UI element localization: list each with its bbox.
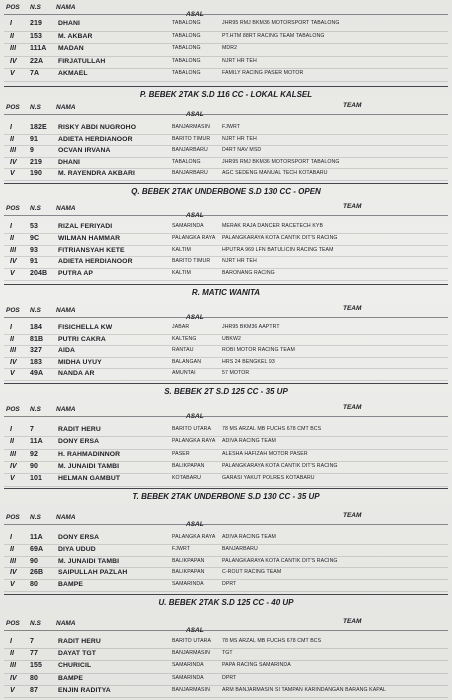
rider-name-cell: M. AKBAR [58,32,93,40]
header-pos: POS [6,406,20,413]
team-cell: PAPA RACING SAMARINDA [222,662,291,669]
number-cell: 26B [30,569,44,577]
position-cell: II [10,650,15,658]
origin-cell: TABALONG [172,32,201,39]
number-cell: 9 [30,147,34,154]
position-cell: I [10,324,13,331]
rider-name-cell: CHURICIL [58,662,92,670]
rider-name-cell: FITRIANSYAH KETE [58,246,125,254]
header-pos: POS [6,205,20,212]
number-cell: 90 [30,557,38,565]
number-cell: 90 [30,462,38,470]
row-rule [4,368,448,369]
number-cell: 327 [30,347,42,354]
origin-cell: BALIKPAPAN [172,462,205,469]
number-cell: 219 [30,20,42,27]
section-title: Q. BEBEK 2TAK UNDERBONE S.D 130 CC - OPEN [131,187,321,196]
rider-name-cell: PUTRI CAKRA [58,335,106,343]
row-rule [4,56,448,57]
position-cell: V [10,270,15,278]
rider-name-cell: MADAN [58,45,84,52]
position-cell: V [10,686,15,694]
row-rule [4,81,448,82]
origin-cell: PALANGKA RAYA [172,234,216,241]
number-cell: 153 [30,32,42,40]
position-cell: III [10,662,17,670]
team-cell: C-ROUT RACING TEAM [222,569,282,576]
rider-name-cell: DHANI [58,158,81,166]
header-rule [4,524,448,525]
origin-cell: KALTIM [172,246,191,253]
rider-name-cell: RISKY ABDI NUGROHO [58,124,137,131]
number-cell: 9C [30,234,40,242]
row-rule [4,280,448,281]
rider-name-cell: H. RAHMADINNOR [58,450,121,458]
team-cell: D4RT NAV MSD [222,147,262,153]
header-team: TEAM [343,512,362,519]
position-cell: I [10,534,13,541]
team-cell: 57 MOTOR [222,370,250,376]
rider-name-cell: RADIT HERU [58,426,101,433]
number-cell: 7 [30,426,34,433]
row-rule [4,591,448,592]
section-rule [4,383,448,384]
header-nama: NAMA [56,104,76,111]
row-rule [4,345,448,346]
row-rule [4,68,448,69]
number-cell: 184 [30,324,42,331]
header-team: TEAM [343,203,362,210]
team-cell: DPRT [222,674,237,681]
team-cell: MDR2 [222,45,238,51]
origin-cell: KALTIM [172,270,191,277]
rider-name-cell: NANDA AR [58,370,95,377]
team-cell: HPUTRA 969 LFN BATULICIN RACING TEAM [222,246,334,253]
row-rule [4,357,448,358]
team-cell: PALANGKARAYA KOTA CANTIK DIT'S RACING [222,557,338,564]
section-rule [4,488,448,489]
header-ns: N.S [30,307,41,314]
row-rule [4,685,448,686]
rider-name-cell: SAIPULLAH PAZLAH [58,569,128,577]
row-rule [4,334,448,335]
team-cell: PALANGKARAYA KOTA CANTIK DIT'S RACING [222,234,338,241]
origin-cell: BANJARMASIN [172,686,210,693]
number-cell: 87 [30,686,38,694]
team-cell: HRS 24 BENGKEL 93 [222,358,275,365]
number-cell: 69A [30,545,44,553]
position-cell: II [10,135,15,143]
header-team: TEAM [343,305,362,312]
header-nama: NAMA [56,514,76,521]
row-rule [4,556,448,557]
header-nama: NAMA [56,205,76,212]
position-cell: II [10,234,15,242]
rider-name-cell: DONY ERSA [58,534,100,541]
position-cell: III [10,557,17,565]
position-cell: V [10,170,15,177]
row-rule [4,579,448,580]
position-cell: III [10,45,17,52]
number-cell: 219 [30,158,42,166]
row-rule [4,473,448,474]
rider-name-cell: MIDHA UYUY [58,358,102,366]
number-cell: 182E [30,124,47,131]
team-cell: PT.HTM 88RT RACING TEAM TABALONG [222,32,325,39]
number-cell: 49A [30,370,44,377]
header-nama: NAMA [56,620,76,627]
origin-cell: AMUNTAI [172,370,196,376]
origin-cell: BALIKPAPAN [172,557,205,564]
row-rule [4,43,448,44]
header-pos: POS [6,307,20,314]
rider-name-cell: FISICHELLA KW [58,324,113,331]
origin-cell: PALANGKA RAYA [172,534,216,540]
header-team: TEAM [343,102,362,109]
position-cell: III [10,246,17,254]
number-cell: 77 [30,650,38,658]
row-rule [4,145,448,146]
number-cell: 11A [30,438,43,446]
origin-cell: SAMARINDA [172,581,204,588]
team-cell: AGC SEDENG MANUAL TECH KOTABARU [222,170,328,176]
row-rule [4,436,448,437]
origin-cell: FJWRT [172,545,190,552]
position-cell: IV [10,57,17,65]
team-cell: ALESHA HAFIZAH MOTOR PASER [222,450,308,457]
section-title: R. MATIC WANITA [191,288,261,297]
rider-name-cell: DIYA UDUD [58,545,96,553]
number-cell: 80 [30,674,38,682]
header-rule [4,14,448,15]
header-team: TEAM [343,404,362,411]
origin-cell: BARITO UTARA [172,638,212,644]
rider-name-cell: M. JUNAIDI TAMBI [58,557,120,565]
team-cell: 78 MS ARZAL MB FUCHS 678 CMT BCS [222,638,322,644]
origin-cell: TABALONG [172,70,201,76]
rider-name-cell: AKMAEL [58,70,88,77]
team-cell: JHR95 BKM36 AAPTRT [222,324,280,330]
header-ns: N.S [30,104,41,111]
header-rule [4,416,448,417]
number-cell: 204B [30,270,48,278]
origin-cell: BALANGAN [172,358,202,365]
number-cell: 81B [30,335,44,343]
team-cell: JHR95 RMJ BKM36 MOTORSPORT TABALONG [222,20,340,26]
rider-name-cell: M. JUNAIDI TAMBI [58,462,120,470]
number-cell: 7 [30,638,34,645]
section-title: P. BEBEK 2TAK S.D 116 CC - LOKAL KALSEL [139,90,313,99]
team-cell: GARASI YAKUT POLRES KOTABARU [222,475,315,482]
origin-cell: SAMARINDA [172,662,204,669]
rider-name-cell: OCVAN IRVANA [58,147,111,154]
origin-cell: BARITO TIMUR [172,135,211,142]
header-rule [4,630,448,631]
row-rule [4,31,448,32]
team-cell: TGT [222,650,233,657]
origin-cell: TABALONG [172,45,201,51]
position-cell: II [10,335,15,343]
team-cell: FAMILY RACING PASER MOTOR [222,70,304,76]
position-cell: II [10,32,15,40]
team-cell: NJRT HR TEH [222,258,257,265]
header-ns: N.S [30,205,41,212]
row-rule [4,544,448,545]
team-cell: JHR95 RMJ BKM36 MOTORSPORT TABALONG [222,158,340,165]
number-cell: 190 [30,170,42,177]
team-cell: ROBI MOTOR RACING TEAM [222,347,295,353]
origin-cell: PALANGKA RAYA [172,438,216,445]
rider-name-cell: PUTRA AP [58,270,94,278]
row-rule [4,233,448,234]
origin-cell: RANTAU [172,347,194,353]
row-rule [4,157,448,158]
origin-cell: BALIKPAPAN [172,569,205,576]
header-rule [4,114,448,115]
number-cell: 91 [30,135,38,143]
header-nama: NAMA [56,4,76,11]
header-rule [4,215,448,216]
origin-cell: BARITO TIMUR [172,258,211,265]
rider-name-cell: DAYAT TGT [58,650,97,658]
origin-cell: JABAR [172,324,190,330]
number-cell: 7A [30,70,40,77]
rider-name-cell: WILMAN HAMMAR [58,234,121,242]
header-ns: N.S [30,4,41,11]
section-title: S. BEBEK 2T S.D 125 CC - 35 UP [164,387,288,396]
rider-name-cell: RIZAL FERIYADI [58,223,113,230]
origin-cell: BANJARMASIN [172,650,210,657]
team-cell: BARONANG RACING [222,270,275,277]
number-cell: 155 [30,662,42,670]
position-cell: I [10,20,13,27]
section-rule [4,284,448,285]
position-cell: V [10,581,15,589]
position-cell: IV [10,462,17,470]
origin-cell: BANJARBARU [172,170,208,176]
header-ns: N.S [30,620,41,627]
origin-cell: SAMARINDA [172,674,204,681]
origin-cell: KALTENG [172,335,197,342]
header-rule [4,317,448,318]
rider-name-cell: DONY ERSA [58,438,100,446]
section-rule [4,86,448,87]
section-title: U. BEBEK 2TAK S.D 125 CC - 40 UP [158,598,294,607]
row-rule [4,567,448,568]
row-rule [4,168,448,169]
rider-name-cell: ENJIN RADITYA [58,686,111,694]
team-cell: FJWRT [222,124,240,130]
team-cell: ADIVA RACING TEAM [222,438,276,445]
rider-name-cell: HELMAN GAMBUT [58,475,121,483]
position-cell: IV [10,674,17,682]
position-cell: IV [10,158,17,166]
number-cell: 92 [30,450,38,458]
number-cell: 22A [30,57,44,65]
rider-name-cell: DHANI [58,20,81,27]
team-cell: NJRT HR TEH [222,57,257,64]
row-rule [4,268,448,269]
section-rule [4,594,448,595]
team-cell: PALANGKARAYA KOTA CANTIK DIT'S RACING [222,462,338,469]
rider-name-cell: BAMPE [58,674,84,682]
rider-name-cell: M. RAYENDRA AKBARI [58,170,135,177]
team-cell: DPRT [222,581,237,588]
header-ns: N.S [30,514,41,521]
position-cell: IV [10,358,17,366]
origin-cell: TABALONG [172,158,201,165]
row-rule [4,673,448,674]
rider-name-cell: RADIT HERU [58,638,101,645]
position-cell: III [10,347,17,354]
section-title: T. BEBEK 2TAK UNDERBONE S.D 130 CC - 35 UP [132,492,320,501]
section-rule [4,183,448,184]
rider-name-cell: ADIETA HERDIANOOR [58,135,133,143]
number-cell: 53 [30,223,38,230]
row-rule [4,449,448,450]
header-nama: NAMA [56,307,76,314]
team-cell: UBKW2 [222,335,241,342]
position-cell: V [10,475,15,483]
position-cell: III [10,450,17,458]
number-cell: 11A [30,534,43,541]
number-cell: 91 [30,258,38,266]
origin-cell: SAMARINDA [172,223,204,229]
header-nama: NAMA [56,406,76,413]
position-cell: V [10,370,15,377]
origin-cell: KOTABARU [172,475,201,482]
position-cell: I [10,124,13,131]
number-cell: 93 [30,246,38,254]
origin-cell: BANJARMASIN [172,124,210,130]
position-cell: III [10,147,17,154]
position-cell: V [10,70,15,77]
header-pos: POS [6,104,20,111]
position-cell: I [10,426,13,433]
position-cell: IV [10,569,17,577]
position-cell: I [10,223,13,230]
number-cell: 101 [30,475,42,483]
origin-cell: TABALONG [172,20,201,26]
origin-cell: PASER [172,450,190,457]
number-cell: 111A [30,45,47,52]
number-cell: 80 [30,581,38,589]
position-cell: I [10,638,13,645]
position-cell: II [10,545,15,553]
team-cell: ADIVA RACING TEAM [222,534,276,540]
header-ns: N.S [30,406,41,413]
header-pos: POS [6,4,20,11]
row-rule [4,486,448,487]
rider-name-cell: BAMPE [58,581,84,589]
row-rule [4,648,448,649]
header-pos: POS [6,514,20,521]
row-rule [4,660,448,661]
row-rule [4,256,448,257]
origin-cell: BARITO UTARA [172,426,212,432]
team-cell: MERAK RAJA DANCER RACETECH KYB [222,223,324,229]
row-rule [4,697,448,698]
row-rule [4,461,448,462]
team-cell: 78 MS ARZAL MB FUCHS 678 CMT BCS [222,426,322,432]
rider-name-cell: FIRJATULLAH [58,57,106,65]
team-cell: NJRT HR TEH [222,135,257,142]
team-cell: BANJARBARU [222,545,258,552]
header-pos: POS [6,620,20,627]
row-rule [4,134,448,135]
row-rule [4,180,448,181]
origin-cell: TABALONG [172,57,201,64]
header-team: TEAM [343,618,362,625]
origin-cell: BANJARBARU [172,147,208,153]
team-cell: ARM BANJARMASIN SI TAMPAN KARINDANGAN BARANG KAPAL [222,686,387,693]
row-rule [4,245,448,246]
rider-name-cell: AIDA [58,347,76,354]
number-cell: 183 [30,358,42,366]
rider-name-cell: ADIETA HERDIANOOR [58,258,133,266]
position-cell: II [10,438,15,446]
row-rule [4,380,448,381]
position-cell: IV [10,258,17,266]
